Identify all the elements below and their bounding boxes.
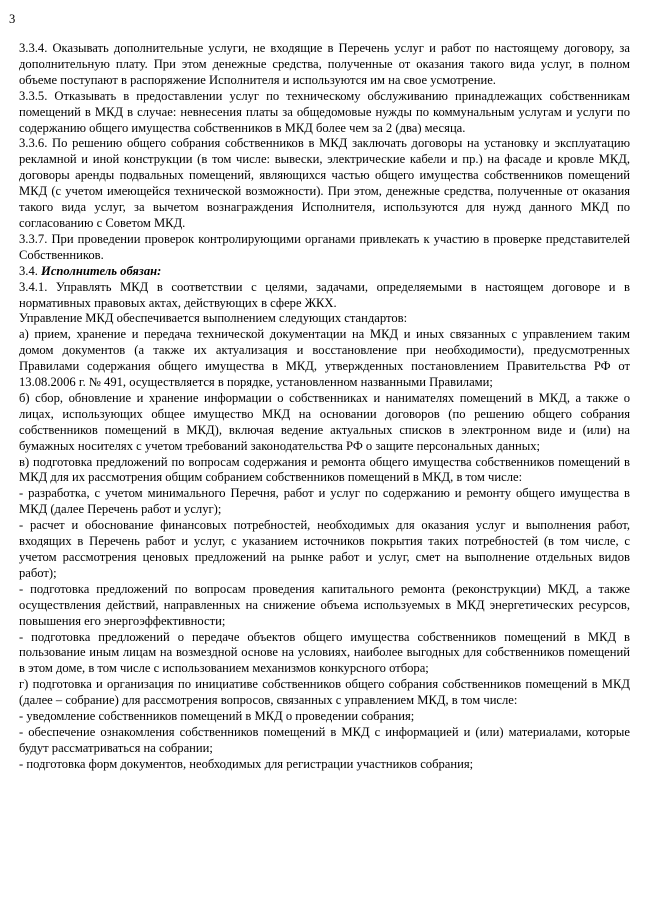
standard-v: в) подготовка предложений по вопросам содержания и ремонта общего имущества собственников помещений в МКД для их рассмотрения общим собранием собственников помещений в МКД, в том числе:: [19, 454, 630, 485]
clause-3-4-1: 3.4.1. Управлять МКД в соответствии с целями, задачами, определяемыми в настоящем договоре и в нормативных правовых актах, действующих в сфере ЖКХ.: [19, 279, 630, 310]
standard-a: а) прием, хранение и передача технической документации на МКД и иных связанных с управлением таким домом документов (а также их актуализация и восстановление при необходимости), предусмотренных Правилами содержания общего имущества в МКД, утвержденных постановлением Правительства РФ от 13.08.2006 г. № 491, осуществляется в порядке, установленном названными Правилами;: [19, 327, 630, 390]
clause-3-3-5: 3.3.5. Отказывать в предоставлении услуг по техническому обслуживанию принадлежащих собственникам помещений в МКД в случае: невнесения платы за общедомовые нужды по коммунальным услугам и услуги по содержанию общего имущества собственников в МКД более чем за 2 (два) месяца.: [19, 88, 630, 135]
page-number: 3: [9, 12, 16, 26]
section-heading-3-4: [19, 264, 630, 280]
clause-3-3-6: 3.3.6. По решению общего собрания собственников в МКД заключать договоры на установку и эксплуатацию рекламной и иной конструкции (в том числе: вывески, электрические кабели и пр.) на фасаде и кровле МКД, договоры аренды подвальных помещений, являющихся частью общего имущества собственников помещений МКД (с учетом имеющейся технической возможности). При этом, денежные средства, полученные от оказания такого вида услуг, за вычетом вознаграждения Исполнителя, используются для нужд данного МКД по согласованию с Советом МКД.: [19, 136, 630, 230]
clause-3-3-7: 3.3.7. При проведении проверок контролирующими органами привлекать к участию в проверке представителей Собственников.: [19, 231, 630, 262]
list-item: - подготовка предложений о передаче объектов общего имущества собственников помещений в МКД в пользование иным лицам на возмездной основе на условиях, наиболее выгодных для собственников помещений в этом доме, в том числе с использованием механизмов конкурсного отбора;: [19, 629, 630, 676]
standard-b: б) сбор, обновление и хранение информации о собственниках и нанимателях помещений в МКД, а также о лицах, использующих общее имущество МКД на основании договоров (по решению общего собрания собственников помещений в МКД), включая ведение актуальных списков в электронном виде и (или) на бумажных носителях с учетом требований законодательства РФ о защите персональных данных;: [19, 390, 630, 453]
list-item: - подготовка форм документов, необходимых для регистрации участников собрания;: [19, 756, 474, 771]
list-item: - уведомление собственников помещений в МКД о проведении собрания;: [19, 709, 415, 724]
list-item: - разработка, с учетом минимального Перечня, работ и услуг по содержанию и ремонту общего имущества в МКД (далее Перечень работ и услуг);: [19, 486, 630, 517]
list-item: - подготовка предложений по вопросам проведения капитального ремонта (реконструкции) МКД, а также осуществления действий, направленных на снижение объема используемых в МКД энергетических ресурсов, повышения его энергоэффективности;: [19, 581, 630, 628]
clause-3-3-4: 3.3.4. Оказывать дополнительные услуги, не входящие в Перечень услуг и работ по настоящему договору, за дополнительную плату. При этом денежные средства, полученные от оказания такого вида услуг, в полном объеме поступают в распоряжение Исполнителя и используются им на свое усмотрение.: [19, 41, 630, 87]
standards-intro: Управление МКД обеспечивается выполнением следующих стандартов:: [19, 311, 408, 326]
document-body: [19, 41, 630, 773]
list-item: - обеспечение ознакомления собственников помещений в МКД с информацией и (или) материалами, которые будут рассматриваться на собрании;: [19, 724, 630, 755]
standard-g: г) подготовка и организация по инициативе собственников общего собрания собственников помещений в МКД (далее – собрание) для рассмотрения вопросов, связанных с управлением МКД, в том числе:: [19, 677, 630, 708]
heading-title: Исполнитель обязан:: [41, 263, 162, 278]
heading-number: 3.4.: [19, 263, 38, 278]
list-item: - расчет и обоснование финансовых потребностей, необходимых для оказания услуг и выполнения работ, входящих в Перечень работ и услуг, с указанием источников покрытия таких потребностей (в том числе, с учетом рассмотрения ценовых предложений на рынке работ и услуг, смет на выполнение отдельных видов работ);: [19, 518, 630, 580]
